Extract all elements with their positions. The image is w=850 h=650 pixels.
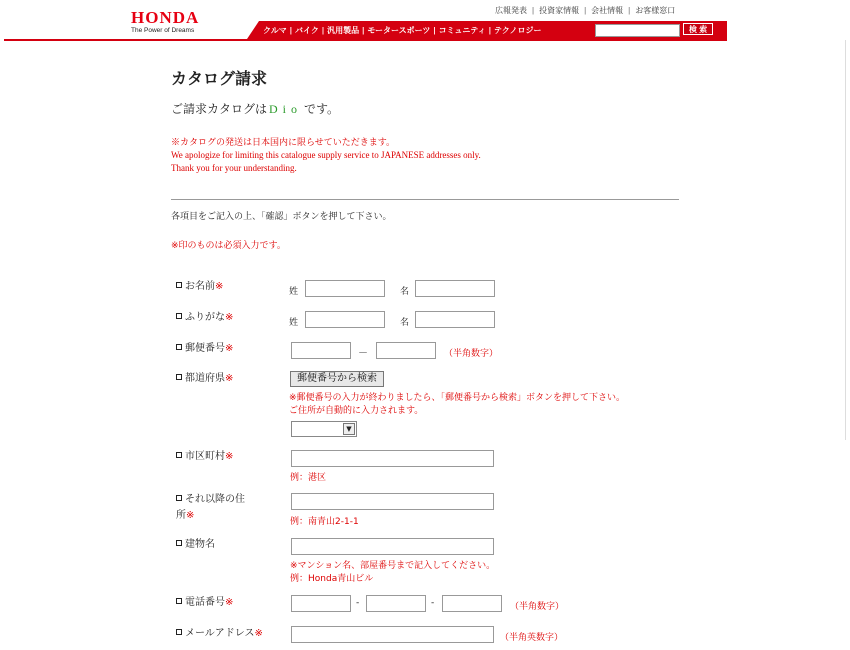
intro-before: ご請求カタログは [171, 102, 268, 116]
separator: | [488, 26, 492, 35]
top-link-investors[interactable]: 投資家情報 [539, 6, 580, 15]
window-edge [845, 40, 846, 440]
phone-part1-input[interactable] [291, 595, 351, 612]
separator: | [321, 26, 325, 35]
top-link-support[interactable]: お客様窓口 [635, 6, 676, 15]
required-mark: ※ [225, 451, 234, 462]
notice-line-en1: We apologize for limiting this catalogue supply service to JAPANESE addresses only. [171, 150, 481, 160]
required-mark: ※ [225, 597, 234, 608]
address-label-line1: それ以降の住 [185, 494, 245, 505]
email-input[interactable] [291, 626, 494, 643]
separator: | [628, 6, 631, 15]
required-note: ※印のものは必須入力です。 [171, 241, 286, 251]
main-nav [260, 25, 545, 36]
bullet-icon [176, 313, 182, 319]
city-input[interactable] [291, 450, 494, 467]
email-label-text: メールアドレス [185, 628, 255, 639]
shipping-notice [171, 136, 481, 175]
separator: | [532, 6, 535, 15]
logo-wordmark: HONDA [131, 8, 200, 27]
nav-motorcycles[interactable]: バイク [295, 26, 319, 35]
building-label-text: 建物名 [185, 539, 215, 550]
kana-label [176, 311, 233, 325]
postal-label [176, 342, 233, 356]
postal-code-second-input[interactable] [376, 342, 436, 359]
postal-label-text: 郵便番号 [185, 343, 225, 354]
phone-dash-1: - [356, 598, 360, 608]
phone-label [176, 596, 233, 610]
city-label [176, 450, 233, 464]
name-sei-label: 姓 [289, 287, 299, 297]
city-example: 例：港区 [290, 473, 327, 483]
intro-after: です。 [304, 102, 340, 116]
form-instruction: 各項目をご記入の上、「確認」ボタンを押して下さい。 [171, 212, 392, 222]
separator: | [289, 26, 293, 35]
address-label [176, 492, 245, 524]
email-label [176, 627, 263, 641]
name-mei-label: 名 [400, 287, 410, 297]
prefecture-hint-2: ご住所が自動的に入力されます。 [289, 406, 424, 416]
nav-motorsports[interactable]: モータースポーツ [367, 26, 431, 35]
bullet-icon [176, 374, 182, 380]
city-label-text: 市区町村 [185, 451, 225, 462]
top-utility-nav [490, 5, 680, 16]
page-title: カタログ請求 [171, 69, 268, 88]
kana-mei-label: 名 [400, 318, 410, 328]
phone-hint: （半角数字） [510, 602, 565, 612]
phone-part2-input[interactable] [366, 595, 426, 612]
chevron-down-icon: ▼ [343, 423, 355, 435]
separator: | [362, 26, 365, 35]
bullet-icon [176, 344, 182, 350]
nav-technology[interactable]: テクノロジー [494, 26, 542, 35]
phone-label-text: 電話番号 [185, 597, 225, 608]
site-search-button[interactable]: 検 索 [683, 23, 713, 35]
phone-part3-input[interactable] [442, 595, 502, 612]
email-hint: （半角英数字） [500, 633, 564, 643]
kana-sei-label: 姓 [289, 318, 299, 328]
postal-lookup-button[interactable]: 郵便番号から検索 [290, 371, 384, 387]
catalog-intro [171, 100, 339, 117]
logo-tagline: The Power of Dreams [131, 27, 195, 34]
bullet-icon [176, 629, 182, 635]
kana-label-text: ふりがな [185, 312, 225, 323]
postal-code-first-input[interactable] [291, 342, 351, 359]
nav-cars[interactable]: クルマ [263, 26, 287, 35]
prefecture-label-text: 都道府県 [185, 373, 225, 384]
required-mark: ※ [225, 373, 234, 384]
prefecture-hint-1: ※郵便番号の入力が終わりましたら、「郵便番号から検索」ボタンを押して下さい。 [289, 393, 626, 403]
building-example: 例：Honda青山ビル [290, 574, 374, 584]
required-mark: ※ [186, 510, 195, 521]
postal-hint: （半角数字） [444, 349, 499, 359]
required-mark: ※ [254, 628, 263, 639]
bullet-icon [176, 598, 182, 604]
address-example: 例：南青山2-1-1 [290, 517, 359, 527]
required-mark: ※ [225, 343, 234, 354]
name-label-text: お名前 [185, 281, 215, 292]
nav-community[interactable]: コミュニティ [438, 26, 486, 35]
building-input[interactable] [291, 538, 494, 555]
divider [171, 199, 679, 200]
nav-power-products[interactable]: 汎用製品 [327, 26, 360, 35]
separator: | [584, 6, 587, 15]
street-address-input[interactable] [291, 493, 494, 510]
bullet-icon [176, 495, 182, 501]
building-hint: ※マンション名、部屋番号まで記入してください。 [290, 561, 496, 571]
first-name-kana-input[interactable] [415, 311, 495, 328]
notice-line-en2: Thank you for your understanding. [171, 163, 297, 173]
building-label [176, 538, 215, 552]
notice-line-ja: ※カタログの発送は日本国内に限らせていただきます。 [171, 137, 396, 147]
name-label [176, 280, 223, 294]
prefecture-select[interactable] [291, 421, 357, 437]
prefecture-label [176, 372, 233, 386]
product-name: Dio [269, 102, 303, 116]
last-name-input[interactable] [305, 280, 385, 297]
top-link-company[interactable]: 会社情報 [591, 6, 624, 15]
required-mark: ※ [225, 312, 234, 323]
top-link-press[interactable]: 広報発表 [495, 6, 527, 15]
separator: | [433, 26, 436, 35]
required-mark: ※ [215, 281, 224, 292]
last-name-kana-input[interactable] [305, 311, 385, 328]
bullet-icon [176, 452, 182, 458]
bullet-icon [176, 540, 182, 546]
site-search-input[interactable] [595, 24, 680, 37]
first-name-input[interactable] [415, 280, 495, 297]
bullet-icon [176, 282, 182, 288]
address-label-line2: 所 [176, 510, 186, 521]
postal-dash: － [358, 348, 368, 359]
phone-dash-2: - [431, 598, 435, 608]
